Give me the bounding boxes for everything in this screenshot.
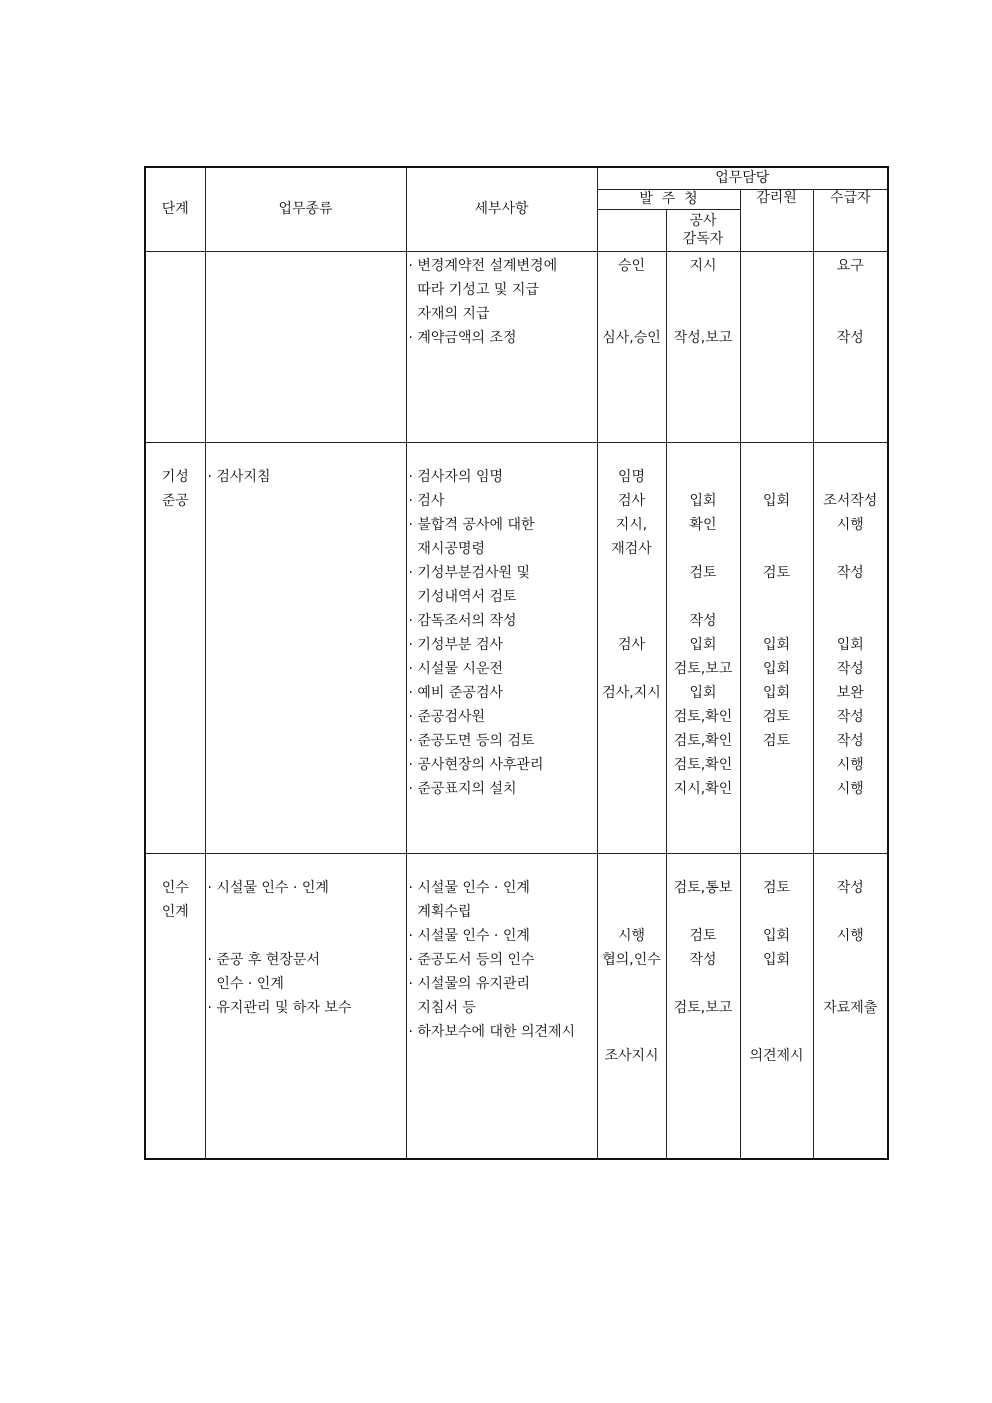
owner-value [598, 278, 666, 302]
header-construction-supervisor [666, 209, 740, 251]
inspector-value: 작성 [689, 612, 717, 629]
inspector-value: 검토,보고 [673, 660, 733, 677]
owner-value [598, 972, 666, 996]
work-label: · 유지관리 및 하자 보수 [207, 999, 352, 1016]
supervisor-value [741, 996, 813, 1020]
contractor-value [814, 972, 888, 996]
inspector-cell [666, 442, 740, 853]
owner-value [598, 996, 666, 1020]
owner-value: 검사,지시 [602, 684, 661, 701]
inspector-value: 입회 [689, 636, 717, 653]
inspector-value: 검토,확인 [673, 732, 733, 749]
inspector-value [667, 1020, 740, 1044]
owner-value [598, 585, 666, 609]
inspector-value [667, 900, 740, 924]
supervisor-value [741, 1020, 813, 1044]
stage-cell [145, 442, 205, 853]
contractor-value [814, 1020, 888, 1044]
owner-cell [597, 442, 666, 853]
work-label: · 준공 후 현장문서 [207, 951, 320, 968]
contractor-value: 요구 [836, 257, 864, 274]
supervisor-value: 검토 [762, 708, 791, 725]
inspector-value: 지시 [689, 257, 717, 274]
contractor-value [814, 278, 888, 302]
supervisor-value: 입회 [762, 684, 791, 701]
contractor-value [814, 948, 888, 972]
contractor-value [814, 900, 888, 924]
supervisor-value: 검토 [762, 732, 791, 749]
owner-value: 승인 [617, 257, 646, 274]
supervisor-value: 입회 [762, 660, 791, 677]
contractor-value: 작성 [836, 708, 864, 725]
inspector-value: 작성 [689, 951, 717, 968]
owner-value: 재검사 [611, 540, 652, 557]
detail-line: 기성내역서 검토 [408, 588, 517, 605]
owner-value: 임명 [617, 468, 646, 485]
contractor-value: 시행 [836, 927, 864, 944]
supervisor-value: 의견제시 [749, 1047, 804, 1064]
detail-line [409, 1044, 597, 1068]
contractor-value: 작성 [836, 564, 864, 581]
owner-value: 지시, [615, 516, 648, 533]
stage-label: 준공 [161, 492, 189, 509]
work-label [208, 924, 406, 948]
contractor-value: 작성 [836, 660, 864, 677]
detail-line: · 시설물의 유지관리 [408, 975, 531, 992]
header-work-type: 업무종류 [205, 167, 406, 251]
header-contractor: 수급자 [813, 189, 888, 251]
section-row [145, 251, 888, 442]
contractor-value [814, 585, 888, 609]
owner-value [598, 657, 666, 681]
stage-cell [145, 853, 205, 1159]
owner-value [598, 705, 666, 729]
detail-line: 자재의 지급 [408, 305, 490, 322]
detail-line: 재시공명령 [408, 540, 486, 557]
owner-value [598, 753, 666, 777]
inspector-value: 확인 [689, 516, 717, 533]
owner-value [598, 876, 666, 900]
supervisor-value [741, 465, 813, 489]
inspector-value: 검토,확인 [673, 756, 733, 773]
detail-line: · 검사 [408, 492, 445, 509]
supervisor-value: 입회 [762, 492, 791, 509]
inspector-cell [666, 251, 740, 442]
contractor-value: 시행 [836, 756, 864, 773]
inspector-value [667, 302, 740, 326]
work-label [208, 900, 406, 924]
detail-line: · 변경계약전 설계변경에 [408, 257, 558, 274]
inspector-value [667, 1044, 740, 1068]
header-supervisor-org: 감리원 [740, 189, 813, 251]
supervisor-cell [740, 251, 813, 442]
owner-value: 조사지시 [604, 1047, 659, 1064]
section-row [145, 442, 888, 853]
work-responsibility-table [144, 166, 889, 1160]
supervisor-value [741, 753, 813, 777]
detail-line: · 불합격 공사에 대한 [408, 516, 535, 533]
contractor-value: 작성 [836, 329, 864, 346]
inspector-value: 입회 [689, 492, 717, 509]
detail-cell [406, 442, 597, 853]
stage-label: 인수 [161, 879, 189, 896]
contractor-value [814, 609, 888, 633]
header-owner-blank [597, 209, 666, 251]
contractor-value: 작성 [836, 732, 864, 749]
header-owner: 발 주 청 [597, 189, 740, 209]
owner-value [598, 777, 666, 801]
supervisor-value [741, 513, 813, 537]
contractor-value: 자료제출 [823, 999, 878, 1016]
owner-value: 시행 [617, 927, 646, 944]
inspector-value [667, 465, 740, 489]
stage-label: 기성 [161, 468, 189, 485]
supervisor-value: 입회 [762, 927, 791, 944]
detail-line: · 시설물 인수 · 인계 [408, 927, 530, 944]
header-cs-line1: 공사 [689, 212, 717, 229]
inspector-value: 검토 [689, 564, 717, 581]
contractor-cell [813, 251, 888, 442]
work-cell [205, 442, 406, 853]
owner-value [598, 1020, 666, 1044]
detail-line: · 계약금액의 조정 [408, 329, 517, 346]
detail-line: · 하자보수에 대한 의견제시 [408, 1023, 576, 1040]
detail-line: · 준공검사원 [408, 708, 486, 725]
detail-line: 따라 기성고 및 지급 [408, 281, 539, 298]
inspector-value: 검토,통보 [673, 879, 733, 896]
work-cell [205, 251, 406, 442]
work-label: 인수 · 인계 [207, 975, 284, 992]
detail-cell [406, 853, 597, 1159]
inspector-value: 작성,보고 [673, 329, 733, 346]
detail-line: · 준공표지의 설치 [408, 780, 517, 797]
owner-value [598, 729, 666, 753]
owner-value: 검사 [617, 492, 646, 509]
header-stage: 단계 [145, 167, 205, 251]
header-details: 세부사항 [406, 167, 597, 251]
inspector-value [667, 585, 740, 609]
detail-line: · 준공도서 등의 인수 [408, 951, 535, 968]
owner-value [598, 561, 666, 585]
contractor-value: 시행 [836, 780, 864, 797]
stage-cell [145, 251, 205, 442]
contractor-cell [813, 853, 888, 1159]
supervisor-value: 입회 [762, 951, 791, 968]
supervisor-value: 검토 [762, 564, 791, 581]
supervisor-value: 입회 [762, 636, 791, 653]
detail-line: · 시설물 인수 · 인계 [408, 879, 530, 896]
inspector-cell [666, 853, 740, 1159]
inspector-value: 입회 [689, 684, 717, 701]
inspector-value [667, 537, 740, 561]
contractor-value [814, 537, 888, 561]
owner-value: 검사 [617, 636, 646, 653]
contractor-value: 조서작성 [823, 492, 878, 509]
detail-cell [406, 251, 597, 442]
header-row-1 [145, 167, 888, 189]
supervisor-value: 검토 [762, 879, 791, 896]
owner-value [598, 302, 666, 326]
header-cs-line2: 감독자 [682, 230, 724, 247]
detail-line: · 공사현장의 사후관리 [408, 756, 544, 773]
supervisor-value [741, 900, 813, 924]
contractor-value [814, 1044, 888, 1068]
contractor-cell [813, 442, 888, 853]
detail-line: · 검사자의 임명 [408, 468, 503, 485]
inspector-value [667, 972, 740, 996]
header-responsibility: 업무담당 [597, 167, 888, 189]
supervisor-value [741, 302, 813, 326]
contractor-value: 입회 [836, 636, 864, 653]
detail-line: 계획수립 [408, 903, 472, 920]
supervisor-value [741, 278, 813, 302]
supervisor-value [741, 326, 813, 350]
inspector-value: 지시,확인 [673, 780, 733, 797]
owner-value: 협의,인수 [602, 951, 661, 968]
inspector-value: 검토 [689, 927, 717, 944]
detail-line: 지침서 등 [408, 999, 476, 1016]
work-label: · 검사지침 [207, 468, 271, 485]
inspector-value: 검토,보고 [673, 999, 733, 1016]
contractor-value: 시행 [836, 516, 864, 533]
supervisor-value [741, 537, 813, 561]
contractor-value: 보완 [836, 684, 864, 701]
owner-value: 심사,승인 [602, 329, 661, 346]
detail-line: · 예비 준공검사 [408, 684, 503, 701]
detail-line: · 준공도면 등의 검토 [408, 732, 535, 749]
supervisor-cell [740, 442, 813, 853]
work-cell [205, 853, 406, 1159]
supervisor-value [741, 585, 813, 609]
supervisor-cell [740, 853, 813, 1159]
owner-cell [597, 853, 666, 1159]
detail-line: · 기성부분검사원 및 [408, 564, 531, 581]
contractor-value [814, 465, 888, 489]
contractor-value: 작성 [836, 879, 864, 896]
supervisor-value [741, 254, 813, 278]
supervisor-value [741, 972, 813, 996]
detail-line: · 기성부분 검사 [408, 636, 503, 653]
work-label: · 시설물 인수 · 인계 [207, 879, 329, 896]
owner-value [598, 900, 666, 924]
owner-value [598, 609, 666, 633]
inspector-value: 검토,확인 [673, 708, 733, 725]
detail-line: · 감독조서의 작성 [408, 612, 517, 629]
section-row [145, 853, 888, 1159]
supervisor-value [741, 777, 813, 801]
contractor-value [814, 302, 888, 326]
inspector-value [667, 278, 740, 302]
detail-line: · 시설물 시운전 [408, 660, 503, 677]
owner-cell [597, 251, 666, 442]
supervisor-value [741, 609, 813, 633]
stage-label: 인계 [161, 903, 189, 920]
